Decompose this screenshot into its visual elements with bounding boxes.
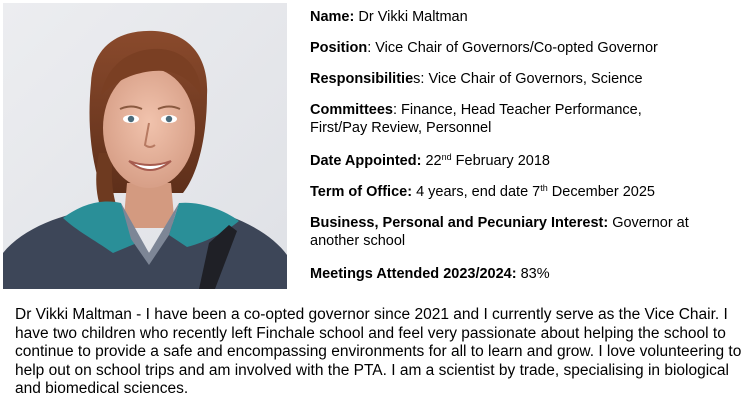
committees-field bbox=[310, 101, 740, 137]
governor-portrait-photo bbox=[3, 3, 287, 289]
name-field bbox=[310, 8, 740, 26]
position-label: Position bbox=[310, 40, 368, 56]
responsibilities-value: s: Vice Chair of Governors, Science bbox=[413, 71, 643, 87]
interest-field bbox=[310, 214, 740, 250]
name-label: Name: bbox=[310, 9, 355, 25]
date-appointed-day: 22 bbox=[425, 153, 442, 169]
bio-text: I have been a co-opted governor since 2021 and I currently serve as the Vice Chair. I have two children who recently left Finchale school and feel very passionate about helping the school to continue to provide a safe and encompassing environments for all to learn and grow. I love volunteering to help out on school trips and am involved with the PTA. I am a scientist by trade, specialising in biological and biomedical sciences. bbox=[15, 306, 742, 398]
term-label: Term of Office: bbox=[310, 184, 413, 200]
name-value: Dr Vikki Maltman bbox=[358, 9, 468, 25]
date-appointed-field bbox=[310, 152, 740, 170]
meetings-label: Meetings Attended 2023/2024: bbox=[310, 266, 517, 282]
meetings-value: 83% bbox=[520, 266, 550, 282]
responsibilities-field bbox=[310, 70, 740, 88]
interest-label: Business, Personal and Pecuniary Interest: bbox=[310, 215, 609, 231]
governor-biography bbox=[15, 306, 743, 399]
term-text: 4 years, end date 7 bbox=[416, 184, 541, 200]
position-value: : Vice Chair of Governors/Co-opted Governor bbox=[367, 40, 658, 56]
meetings-attended-field bbox=[310, 265, 740, 283]
interest-value-line2: another school bbox=[310, 233, 406, 249]
date-appointed-ordinal: nd bbox=[441, 152, 452, 162]
date-appointed-rest: February 2018 bbox=[455, 153, 550, 169]
position-field bbox=[310, 39, 740, 57]
committees-value-line1: : Finance, Head Teacher Performance, bbox=[393, 102, 642, 118]
term-of-office-field bbox=[310, 183, 740, 201]
bio-lead: Dr Vikki Maltman - bbox=[15, 306, 142, 323]
interest-value-line1: Governor at bbox=[612, 215, 689, 231]
committees-value-line2: First/Pay Review, Personnel bbox=[310, 120, 492, 136]
term-rest: December 2025 bbox=[551, 184, 655, 200]
term-ordinal: th bbox=[540, 183, 548, 193]
committees-label: Committees bbox=[310, 102, 393, 118]
date-appointed-label: Date Appointed: bbox=[310, 153, 422, 169]
responsibilities-label: Responsibilitie bbox=[310, 71, 414, 87]
